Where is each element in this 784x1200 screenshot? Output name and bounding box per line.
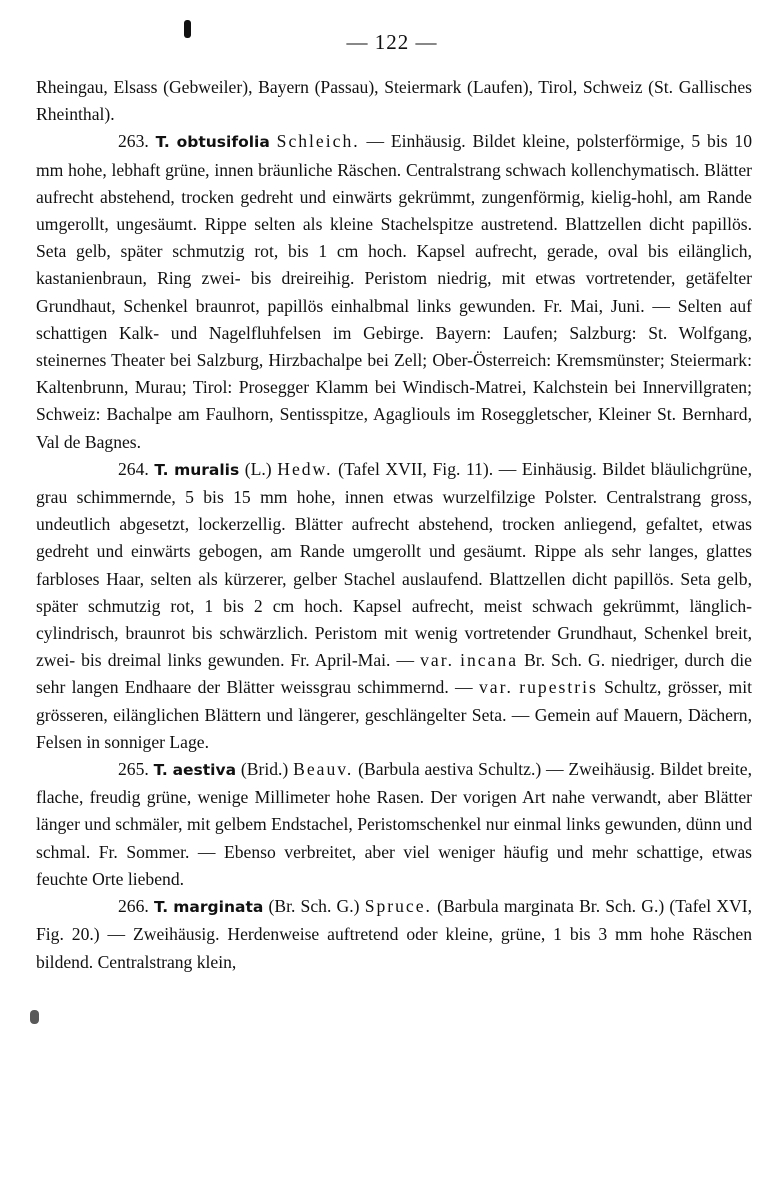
genus-abbrev: T.: [155, 133, 170, 152]
entry-text: Br. Sch. G. niedriger, durch die sehr langen Endhaare der Blätter weissgrau schimmernd. —: [36, 650, 752, 698]
variety-name: incana: [460, 650, 519, 671]
author-name: (Br. Sch. G.): [268, 896, 360, 917]
entry-number: 263.: [118, 131, 149, 152]
entry-number: 266.: [118, 896, 149, 917]
page-body: [36, 74, 752, 976]
entry-text: Schultz, grösser, mit grösseren, eilänglichen Blättern und längerer, geschlängelter Seta. — Gemein auf Mauern, Dächern, Felsen in sonniger Lage.: [36, 677, 752, 752]
entry-number: 264.: [118, 458, 149, 479]
entry-265: [36, 756, 752, 893]
variety-label: var.: [420, 650, 455, 671]
author-name: (Brid.): [240, 759, 289, 780]
author-name: Spruce.: [364, 896, 432, 917]
author-name: Hedw.: [277, 458, 333, 479]
genus-abbrev: T.: [154, 460, 169, 479]
variety-name: rupestris: [519, 677, 598, 698]
author-name: (L.): [244, 458, 272, 479]
species-epithet: muralis: [174, 460, 240, 479]
author-name: Beauv.: [293, 759, 354, 780]
entry-text: (Tafel XVII, Fig. 11). — Einhäusig. Bildet bläulichgrüne, grau schimmernde, 5 bis 15 mm hohe, innen etwas wurzelfilzige Polster. Centralstrang gross, undeutlich abgesetzt, lockerzellig. Blätter aufrecht abstehend, trocken anliegend, gefaltet, etwas gedreht und einwärts gebogen, am Rande umgerollt und gesäumt. Rippe als sehr langes, glattes farbloses Haar, selten als kürzerer, gelber Stachel auslaufend. Blattzellen dicht papillös. Seta gelb, später schmutzig rot, 1 bis 2 cm hoch. Kapsel aufrecht, meist schwach gekrümmt, länglich-cylindrisch, braunrot bis schwärzlich. Peristom mit wenig vortretender Grundhaut, Schenkel breit, zwei- bis dreimal links gewunden. Fr. April-Mai. —: [36, 458, 752, 671]
entry-text: (Barbula marginata Br. Sch. G.) (Tafel XVI, Fig. 20.) — Zweihäusig. Herdenweise auftretend oder kleine, grüne, 1 bis 3 mm hohe Räschen bildend. Centralstrang klein,: [36, 896, 752, 972]
variety-label: var.: [479, 677, 513, 698]
entry-number: 265.: [118, 759, 149, 780]
entry-263: [36, 128, 752, 455]
intro-paragraph: Rheingau, Elsass (Gebweiler), Bayern (Passau), Steiermark (Laufen), Tirol, Schweiz (St. Gallisches Rheinthal).: [36, 77, 752, 125]
ink-blot: [30, 1010, 39, 1024]
author-name: Schleich.: [276, 131, 360, 152]
species-epithet: obtusifolia: [176, 133, 270, 152]
entry-266: [36, 893, 752, 976]
species-epithet: aestiva: [172, 761, 237, 780]
entry-text: (Barbula aestiva Schultz.) — Zweihäusig. Bildet breite, flache, freudig grüne, wenige Millimeter hohe Rasen. Der vorigen Art nahe verwandt, aber Blätter länger und schmäler, mit gelbem Endstachel, Peristomschenkel nur einmal links gewunden, dünn und schmal. Fr. Sommer. — Ebenso verbreitet, aber viel weniger häufig und mehr schattige, etwas feuchte Orte liebend.: [36, 759, 753, 889]
genus-abbrev: T.: [153, 761, 168, 780]
entry-text: — Einhäusig. Bildet kleine, polsterförmige, 5 bis 10 mm hohe, lebhaft grüne, innen bräunliche Räschen. Centralstrang schwach kollenchymatisch. Blätter aufrecht abstehend, trocken gedreht und einwärts gekrümmt, zungenförmig, kielig-hohl, am Rande umgerollt, ungesäumt. Rippe selten als kleine Stachelspitze austretend. Blattzellen dicht papillös. Seta gelb, später schmutzig rot, bis 1 cm hoch. Kapsel aufrecht, gerade, oval bis eilänglich, kastanienbraun, Ring zwei- bis dreireihig. Peristom niedrig, mit etwas vortretender, getäfelter Grundhaut, Schenkel braunrot, papillös einhalbmal links gewunden. Fr. Mai, Juni. — Selten auf schattigen Kalk- und Nagelfluhfelsen im Gebirge. Bayern: Laufen; Salzburg: St. Wolfgang, steinernes Theater bei Salzburg, Hirzbachalpe bei Zell; Ober-Österreich: Kremsmünster; Steiermark: Kaltenbrunn, Murau; Tirol: Prosegger Klamm bei Windisch-Matrei, Kalchstein bei Innervillgraten; Schweiz: Bachalpe am Faulhorn, Sentisspitze, Agagliouls im Roseggletscher, Kleiner St. Bernhard, Val de Bagnes.: [36, 131, 752, 452]
genus-abbrev: T.: [153, 898, 169, 917]
page-number: — 122 —: [346, 30, 438, 54]
entry-264: [36, 456, 752, 756]
species-epithet: marginata: [173, 898, 264, 917]
